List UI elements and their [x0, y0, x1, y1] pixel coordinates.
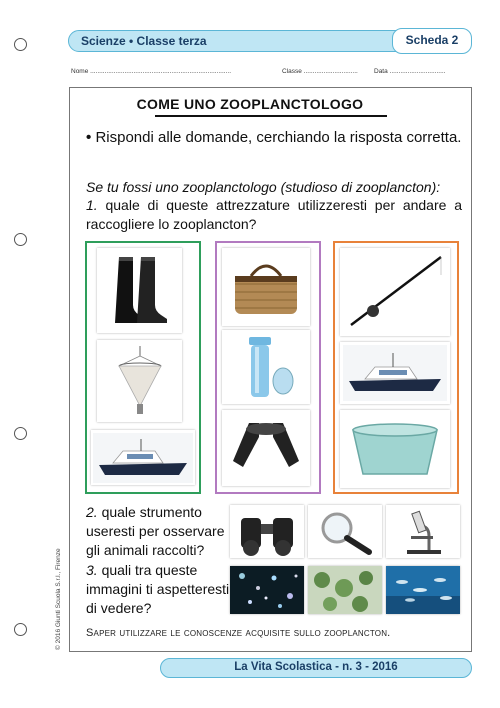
question-text: quali tra queste immagini ti aspetteresti di vedere?: [86, 562, 230, 616]
microscope-image[interactable]: [386, 505, 460, 558]
worksheet-title: COME UNO ZOOPLANCTOLOGO: [136, 96, 364, 112]
subject-label: Scienze • Classe terza: [81, 34, 207, 48]
question-2: [86, 503, 236, 560]
sheet-number: Scheda 2: [392, 28, 472, 54]
fish-school-image[interactable]: [386, 566, 460, 614]
title-underline: [155, 115, 387, 117]
zooplankton-sample-image[interactable]: [230, 566, 304, 614]
thermos-flask-image[interactable]: [222, 330, 310, 404]
question-text: quale strumento useresti per osservare gli animali raccolti?: [86, 504, 225, 558]
question-3: [86, 561, 236, 618]
wicker-basket-image[interactable]: [222, 248, 310, 326]
phytoplankton-cells-image[interactable]: [308, 566, 382, 614]
binder-hole: [14, 427, 27, 440]
instruction-text: Rispondi alle domande, cerchiando la risposta corretta.: [95, 129, 462, 146]
magnifying-glass-image[interactable]: [308, 505, 382, 558]
question-number: 1.: [86, 197, 98, 213]
question-1: [86, 196, 462, 234]
learning-objective: Saper utilizzare le conoscenze acquisite sullo zooplancton.: [86, 627, 391, 639]
copyright-notice: © 2016 Giunti Scuola S.r.l., Firenze: [55, 548, 62, 650]
question-intro: Se tu fossi uno zooplanctologo (studioso di zooplancton):: [86, 179, 441, 195]
magazine-footer: La Vita Scolastica - n. 3 - 2016: [160, 658, 472, 678]
motorboat-image[interactable]: [340, 342, 450, 404]
binoculars-image[interactable]: [230, 505, 304, 558]
fishing-rod-image[interactable]: [340, 248, 450, 336]
diving-fins-image[interactable]: [222, 410, 310, 486]
question-number: 2.: [86, 504, 98, 520]
binder-hole: [14, 233, 27, 246]
class-field[interactable]: Classe ..............................: [282, 68, 358, 75]
bullet-icon: •: [86, 129, 92, 146]
header-bar: [68, 30, 472, 52]
question-text: quale di queste attrezzature utilizzeresti per andare a raccogliere lo zooplancton?: [86, 197, 462, 232]
binder-hole: [14, 38, 27, 51]
instruction: [86, 127, 466, 148]
motorboat-image[interactable]: [91, 430, 195, 485]
date-field[interactable]: Data ...............................: [374, 68, 446, 75]
name-field[interactable]: Nome ..............................................................................: [71, 68, 232, 75]
plankton-net-image[interactable]: [97, 340, 182, 422]
question-number: 3.: [86, 562, 98, 578]
plastic-basin-image[interactable]: [340, 410, 450, 488]
binder-hole: [14, 623, 27, 636]
rubber-boots-image[interactable]: [97, 248, 182, 333]
